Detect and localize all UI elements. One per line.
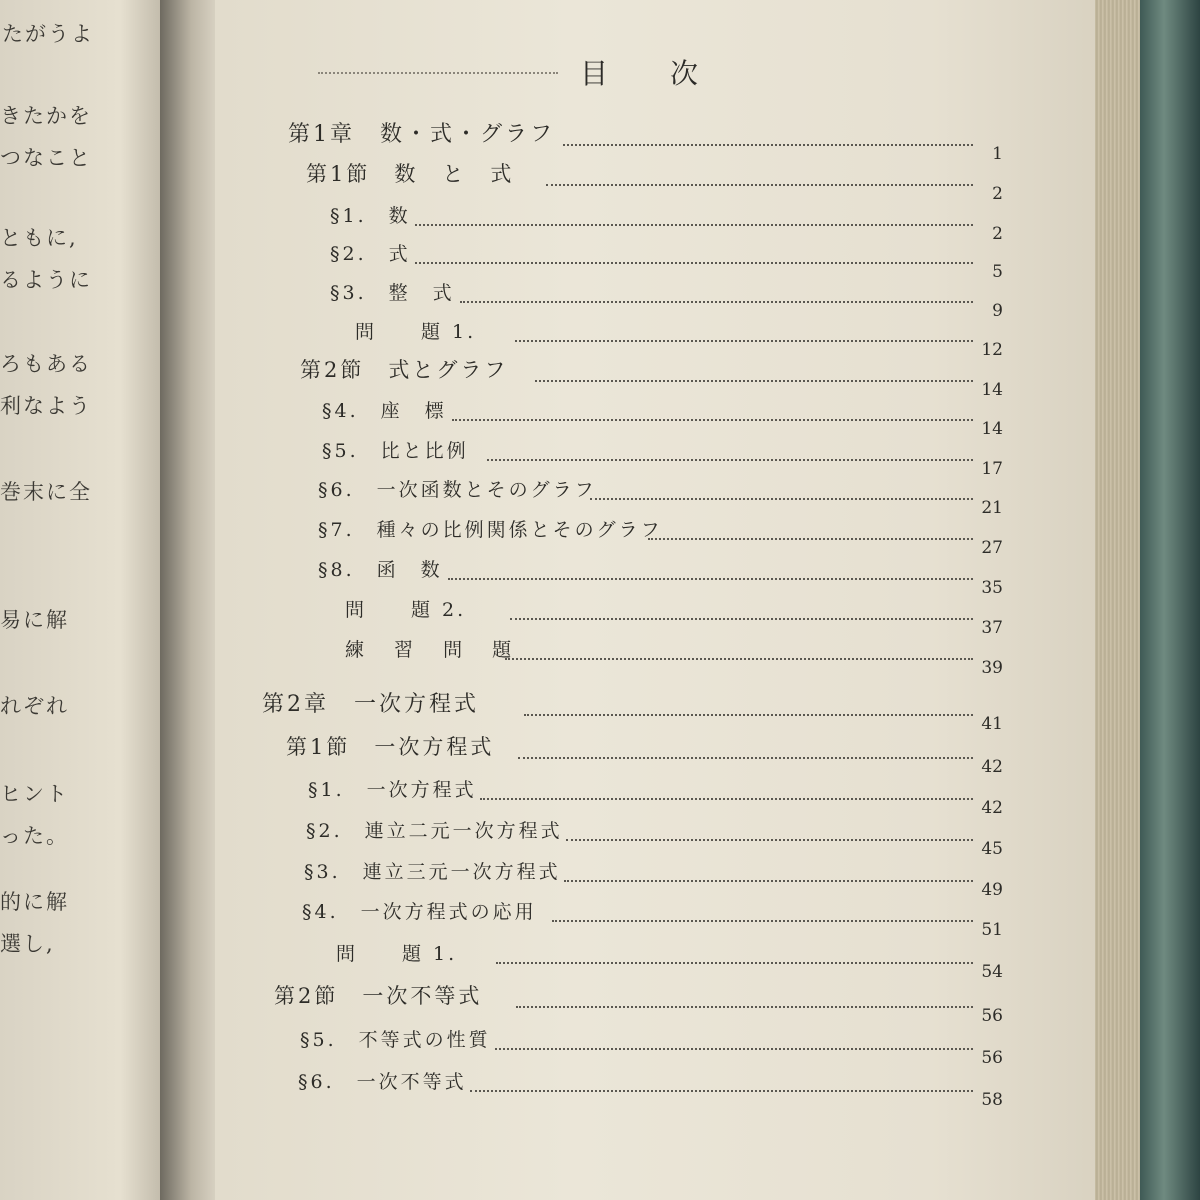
book-cover <box>1140 0 1200 1200</box>
toc-entry-label: §6. 一次函数とそのグラフ <box>318 479 597 501</box>
toc-entry-label: §7. 種々の比例関係とそのグラフ <box>318 519 663 541</box>
dot-leader <box>648 538 973 540</box>
dot-leader <box>564 880 973 882</box>
dot-leader <box>415 224 973 226</box>
toc-entry-page: 42 <box>981 757 1003 777</box>
toc-entry-subsection[interactable] <box>318 556 1003 598</box>
left-page-line: 選し, <box>0 932 55 956</box>
toc-entry-subsection[interactable] <box>300 1026 1003 1068</box>
toc-entry-label: 練 習 問 題 <box>345 639 524 661</box>
toc-entry-label: §8. 函 数 <box>318 559 443 581</box>
toc-entry-subsection[interactable] <box>308 776 1003 818</box>
left-page-line: 利なよう <box>0 394 92 418</box>
dot-leader <box>487 459 973 461</box>
dot-leader <box>524 714 973 716</box>
dot-leader <box>535 380 973 382</box>
toc-entry-page: 58 <box>981 1090 1003 1110</box>
toc-entry-label: 問 題 1. <box>355 321 477 343</box>
toc-entry-label: 第2節 一次不等式 <box>274 984 483 1008</box>
left-page-line: ヒント <box>0 782 69 806</box>
dot-leader <box>566 839 973 841</box>
dot-leader <box>470 1090 973 1092</box>
toc-entry-page: 37 <box>981 618 1003 638</box>
dot-leader <box>563 144 973 146</box>
toc-entry-page: 14 <box>981 380 1003 400</box>
toc-entry-label: §4. 座 標 <box>322 400 447 422</box>
toc-entry-label: §5. 比と比例 <box>322 440 469 462</box>
toc-entry-label: 第1節 数 と 式 <box>306 162 515 186</box>
toc-entry-subsection[interactable] <box>330 279 1003 321</box>
toc-entry-subsection[interactable] <box>318 476 1003 518</box>
left-page-line: 的に解 <box>0 890 69 914</box>
dot-leader <box>460 301 973 303</box>
header-dotted-rule <box>318 72 558 74</box>
dot-leader <box>515 340 973 342</box>
toc-entry-page: 27 <box>981 538 1003 558</box>
dot-leader <box>505 658 973 660</box>
toc-entry-page: 51 <box>981 920 1003 940</box>
left-page-line: 易に解 <box>0 608 69 632</box>
toc-entry-page: 49 <box>981 880 1003 900</box>
left-page-line: 巻末に全 <box>0 480 92 504</box>
toc-entry-page: 17 <box>981 459 1003 479</box>
dot-leader <box>448 578 973 580</box>
toc-entry-label: §2. 式 <box>330 243 411 265</box>
toc-entry-section[interactable] <box>306 162 1003 204</box>
toc-entry-label: 第2節 式とグラフ <box>300 358 509 382</box>
dot-leader <box>590 498 973 500</box>
toc-entry-label: 第1節 一次方程式 <box>286 735 495 759</box>
left-page-line: ろもある <box>0 352 92 376</box>
toc-entry-problems[interactable] <box>345 596 1003 638</box>
toc-entry-page: 56 <box>981 1006 1003 1026</box>
toc-entry-page: 42 <box>981 798 1003 818</box>
toc-entry-subsection[interactable] <box>306 817 1003 859</box>
toc-entry-section[interactable] <box>286 735 1003 777</box>
toc-entry-problems[interactable] <box>355 318 1003 360</box>
dot-leader <box>495 1048 973 1050</box>
toc-entry-page: 1 <box>992 144 1003 164</box>
toc-entry-label: 問 題 1. <box>336 943 458 965</box>
dot-leader <box>518 757 973 759</box>
toc-entry-section[interactable] <box>300 358 1003 400</box>
left-page-line: つなこと <box>0 146 92 170</box>
toc-entry-subsection[interactable] <box>322 437 1003 479</box>
toc-entry-page: 41 <box>981 714 1003 734</box>
dot-leader <box>552 920 973 922</box>
left-page-line: ともに, <box>0 226 78 250</box>
dot-leader <box>546 184 973 186</box>
toc-entry-chapter[interactable] <box>288 122 1003 164</box>
toc-entry-subsection[interactable] <box>330 202 1003 244</box>
toc-entry-label: 問 題 2. <box>345 599 467 621</box>
left-page-line: るように <box>0 268 92 292</box>
left-page-line: れぞれ <box>0 694 69 718</box>
dot-leader <box>516 1006 973 1008</box>
toc-entry-label: §2. 連立二元一次方程式 <box>306 820 563 842</box>
left-page-line: たがうよ <box>2 22 94 46</box>
toc-entry-label: §3. 連立三元一次方程式 <box>304 861 561 883</box>
toc-entry-label: §1. 一次方程式 <box>308 779 477 801</box>
dot-leader <box>496 962 973 964</box>
dot-leader <box>415 262 973 264</box>
toc-entry-page: 35 <box>981 578 1003 598</box>
toc-entry-subsection[interactable] <box>302 898 1003 940</box>
toc-entry-label: §1. 数 <box>330 205 411 227</box>
toc-entry-label: §6. 一次不等式 <box>298 1071 467 1093</box>
toc-entry-section[interactable] <box>274 984 1003 1026</box>
dot-leader <box>452 419 973 421</box>
toc-entry-page: 39 <box>981 658 1003 678</box>
left-page-line: きたかを <box>0 104 92 128</box>
toc-entry-page: 14 <box>981 419 1003 439</box>
toc-entry-subsection[interactable] <box>298 1068 1003 1110</box>
toc-entry-exercises[interactable] <box>345 636 1003 678</box>
dot-leader <box>480 798 973 800</box>
toc-entry-label: 第2章 一次方程式 <box>262 692 479 717</box>
toc-entry-label: §3. 整 式 <box>330 282 455 304</box>
toc-entry-page: 12 <box>981 340 1003 360</box>
toc-entry-subsection[interactable] <box>322 397 1003 439</box>
toc-entry-label: §4. 一次方程式の応用 <box>302 901 537 923</box>
page-edges <box>1095 0 1140 1200</box>
toc-entry-page: 54 <box>981 962 1003 982</box>
toc-entry-page: 56 <box>981 1048 1003 1068</box>
toc-entry-label: 第1章 数・式・グラフ <box>288 122 555 147</box>
toc-entry-page: 2 <box>992 184 1003 204</box>
toc-entry-page: 2 <box>992 224 1003 244</box>
toc-entry-label: §5. 不等式の性質 <box>300 1029 491 1051</box>
toc-entry-page: 45 <box>981 839 1003 859</box>
dot-leader <box>510 618 973 620</box>
toc-entry-subsection[interactable] <box>330 240 1003 282</box>
toc-entry-page: 5 <box>992 262 1003 282</box>
toc-entry-subsection[interactable] <box>304 858 1003 900</box>
toc-entry-page: 9 <box>992 301 1003 321</box>
left-page <box>0 0 172 1200</box>
toc-entry-chapter[interactable] <box>262 692 1003 734</box>
toc-title: 目次 <box>580 57 761 90</box>
left-page-line: った。 <box>0 824 69 848</box>
toc-entry-page: 21 <box>981 498 1003 518</box>
toc-entry-subsection[interactable] <box>318 516 1003 558</box>
toc-entry-problems[interactable] <box>336 940 1003 982</box>
